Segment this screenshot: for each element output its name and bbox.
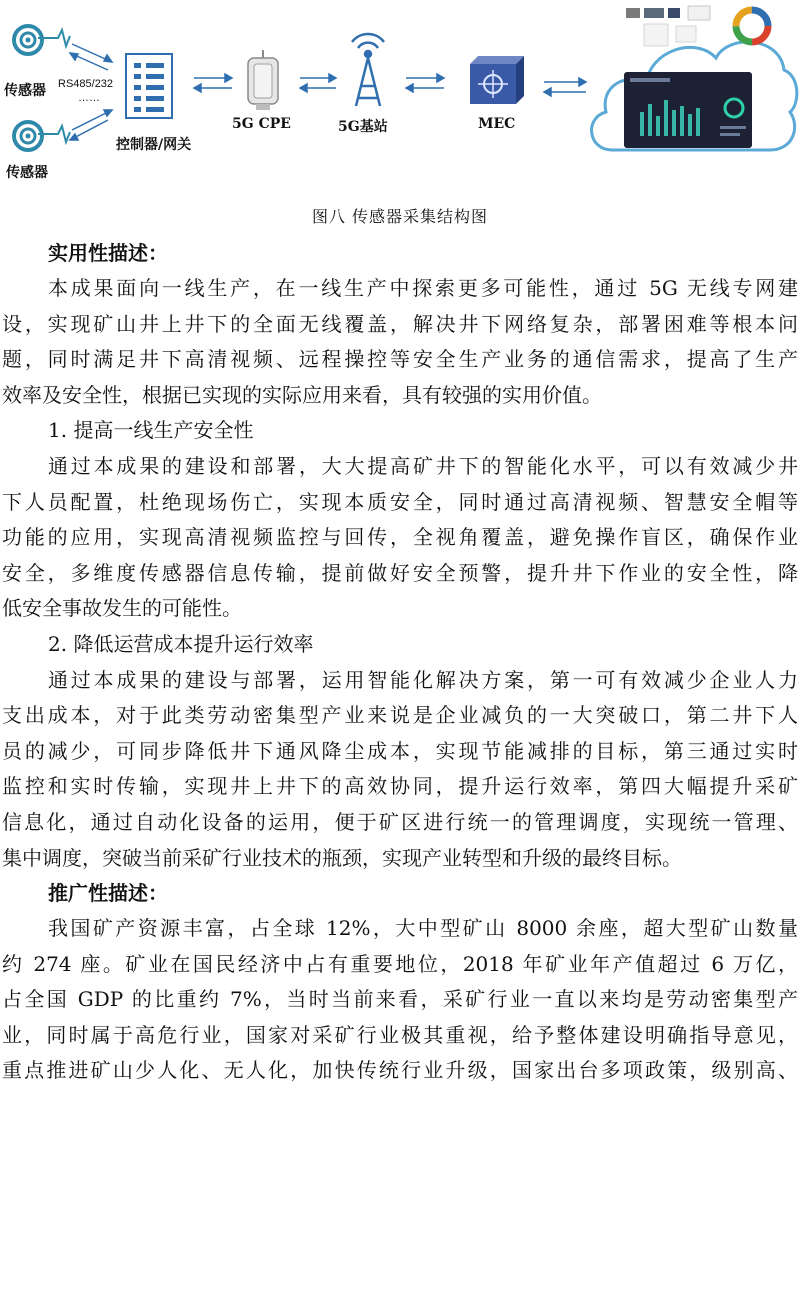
thumbnail-image — [626, 8, 640, 18]
text-line: 题，同时满足井下高清视频、远程操控等安全生产业务的通信需求，提高了生产 — [2, 347, 798, 372]
paragraph-practical-intro — [0, 271, 800, 413]
text-line: 我国矿产资源丰富，占全球 12%，大中型矿山 8000 余座，超大型矿山数量 — [48, 916, 798, 941]
text-line: 占全国 GDP 的比重约 7%，当时当前来看，采矿行业一直以来均是劳动密集型产 — [2, 987, 798, 1012]
thumbnail-image — [668, 8, 680, 18]
link-arrows — [194, 74, 232, 92]
bus-ellipsis: …… — [78, 92, 100, 104]
paragraph-item-1 — [0, 449, 800, 627]
mec-label: MEC — [478, 116, 516, 132]
base-station-label: 5G基站 — [338, 119, 388, 135]
sensor-label: 传感器 — [6, 165, 48, 181]
text-line: 员的减少，可同步降低井下通风降尘成本，实现节能减排的目标，第三通过实时 — [2, 738, 798, 763]
controller-icon — [126, 54, 172, 118]
link-arrows — [300, 74, 336, 92]
text-line: 功能的应用，实现高清视频监控与回传，全视角覆盖，避免操作盲区，确保作业 — [2, 525, 798, 550]
figure-caption: 图八 传感器采集结构图 — [311, 207, 489, 226]
structure-diagram — [0, 0, 800, 200]
text-line: 信息化，通过自动化设备的运用，便于矿区进行统一的管理调度，实现统一管理、 — [2, 809, 798, 834]
item-title-2: 2. 降低运营成本提升运行效率 — [48, 631, 314, 656]
cpe-icon — [248, 50, 278, 110]
text-line: 业，同时属于高危行业，国家对采矿行业极其重视，给予整体建设明确指导意见， — [2, 1022, 798, 1047]
paragraph-item-2 — [0, 663, 800, 877]
text-line: 通过本成果的建设与部署，运用智能化解决方案，第一可有效减少企业人力 — [48, 667, 798, 692]
bus-label: RS485/232 — [58, 78, 114, 90]
section-heading-promotion: 推广性描述： — [48, 881, 168, 906]
sensor-label: 传感器 — [4, 83, 46, 99]
text-line: 效率及安全性，根据已实现的实际应用来看，具有较强的实用价值。 — [2, 382, 602, 407]
cpe-label: 5G CPE — [232, 116, 291, 132]
text-line: 约 274 座。矿业在国民经济中占有重要地位，2018 年矿业年产值超过 6 万亿， — [2, 951, 798, 976]
text-line: 重点推进矿山少人化、无人化，加快传统行业升级，国家出台多项政策，级别高、 — [2, 1058, 798, 1083]
diagram-graphics — [0, 0, 800, 200]
item-title-1: 1. 提高一线生产安全性 — [48, 418, 254, 443]
thumbnail-image — [676, 26, 696, 42]
dashboard-screen — [624, 72, 752, 148]
link-arrows — [406, 74, 444, 92]
sensor-icon — [14, 26, 70, 54]
sensor-icon — [14, 122, 70, 150]
section-heading-practical: 实用性描述： — [48, 241, 168, 265]
paragraph-promotion — [0, 911, 800, 1089]
text-line: 支出成本，对于此类劳动密集型产业来说是企业减负的一大突破口，第二井下人 — [2, 703, 798, 728]
controller-label: 控制器/网关 — [116, 137, 192, 153]
text-line: 设，实现矿山井上井下的全面无线覆盖，解决井下网络复杂，部署困难等根本问 — [2, 311, 798, 336]
link-arrows — [544, 78, 586, 96]
thumbnail-image — [644, 24, 668, 46]
text-line: 下人员配置，杜绝现场伤亡，实现本质安全，同时通过高清视频、智慧安全帽等 — [2, 489, 798, 514]
base-station-icon — [352, 34, 384, 106]
cloud-platform — [592, 6, 797, 150]
mec-icon — [470, 56, 524, 104]
text-line: 安全，多维度传感器信息传输，提前做好安全预警，提升井下作业的安全性，降 — [2, 560, 798, 585]
thumbnail-image — [688, 6, 710, 20]
text-line: 监控和实时传输，实现井上井下的高效协同，提升运行效率，第四大幅提升采矿 — [2, 774, 798, 799]
ring-chart-icon — [736, 10, 768, 42]
text-line: 低安全事故发生的可能性。 — [2, 596, 242, 621]
text-line: 集中调度，突破当前采矿行业技术的瓶颈，实现产业转型和升级的最终目标。 — [2, 845, 682, 870]
text-line: 本成果面向一线生产，在一线生产中探索更多可能性，通过 5G 无线专网建 — [48, 276, 798, 300]
thumbnail-image — [644, 8, 664, 18]
document-body — [0, 236, 800, 1089]
text-line: 通过本成果的建设和部署，大大提高矿井下的智能化水平，可以有效减少井 — [48, 453, 798, 478]
